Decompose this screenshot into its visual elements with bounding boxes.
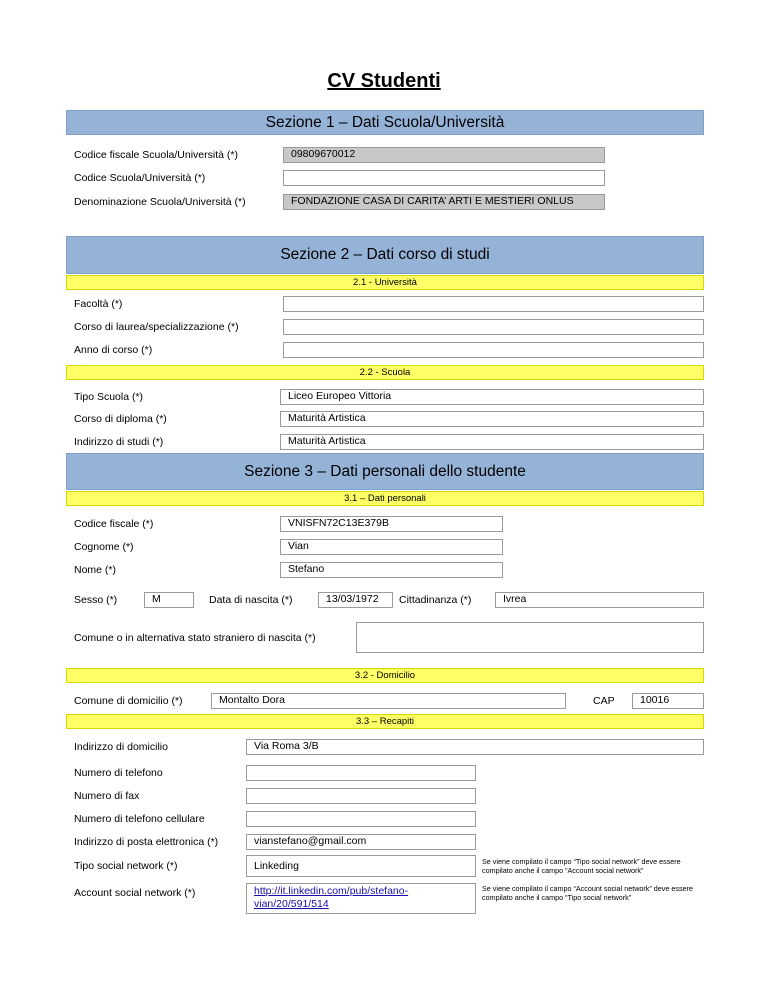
anno-corso-field[interactable] [283,342,704,358]
codice-fiscale-scuola-label: Codice fiscale Scuola/Università (*) [74,149,238,161]
comune-domicilio-field[interactable]: Montalto Dora [211,693,566,709]
data-nascita-field[interactable]: 13/03/1972 [318,592,393,608]
section-1-heading: Sezione 1 – Dati Scuola/Università [66,110,704,135]
cap-field[interactable]: 10016 [632,693,704,709]
indirizzo-domicilio-field[interactable]: Via Roma 3/B [246,739,704,755]
anno-corso-label: Anno di corso (*) [74,344,153,356]
subsection-3-2-heading: 3.2 - Domicilio [66,668,704,683]
nome-field[interactable]: Stefano [280,562,503,578]
cittadinanza-label: Cittadinanza (*) [399,594,472,606]
social-account-note: Se viene compilato il campo “Account social network” deve essere compilato anche il campo “Tipo social network” [482,884,693,902]
codice-fiscale-scuola-field[interactable]: 09809670012 [283,147,605,163]
comune-domicilio-label: Comune di domicilio (*) [74,695,183,707]
telefono-field[interactable] [246,765,476,781]
codice-scuola-field[interactable] [283,170,605,186]
denominazione-label: Denominazione Scuola/Università (*) [74,196,246,208]
indirizzo-studi-label: Indirizzo di studi (*) [74,436,164,448]
section-3-heading: Sezione 3 – Dati personali dello studente [66,453,704,490]
corso-diploma-field[interactable]: Maturità Artistica [280,411,704,427]
corso-diploma-label: Corso di diploma (*) [74,413,167,425]
codice-scuola-label: Codice Scuola/Università (*) [74,172,206,184]
subsection-3-3-heading: 3.3 – Recapiti [66,714,704,729]
fax-label: Numero di fax [74,790,140,802]
sesso-label: Sesso (*) [74,594,118,606]
tipo-scuola-field[interactable]: Liceo Europeo Vittoria [280,389,704,405]
social-account-field[interactable]: http://it.linkedin.com/pub/stefano-vian/20/591/514 [246,883,476,914]
subsection-2-2-heading: 2.2 - Scuola [66,365,704,380]
social-account-label: Account social network (*) [74,887,196,899]
social-tipo-note: Se viene compilato il campo “Tipo social network” deve essere compilato anche il campo “Account social network” [482,857,681,875]
telefono-label: Numero di telefono [74,767,163,779]
cittadinanza-field[interactable]: Ivrea [495,592,704,608]
denominazione-field[interactable]: FONDAZIONE CASA DI CARITA’ ARTI E MESTIERI ONLUS [283,194,605,210]
codice-fiscale-label: Codice fiscale (*) [74,518,154,530]
cellulare-label: Numero di telefono cellulare [74,813,205,825]
subsection-3-1-heading: 3.1 – Dati personali [66,491,704,506]
comune-nascita-field[interactable] [356,622,704,653]
social-tipo-field[interactable]: Linkeding [246,855,476,877]
sesso-field[interactable]: M [144,592,194,608]
indirizzo-domicilio-label: Indirizzo di domicilio [74,741,168,753]
page-title: CV Studenti [327,70,441,92]
email-label: Indirizzo di posta elettronica (*) [74,836,219,848]
corso-laurea-label: Corso di laurea/specializzazione (*) [74,321,239,333]
subsection-2-1-heading: 2.1 - Università [66,275,704,290]
social-tipo-label: Tipo social network (*) [74,860,178,872]
codice-fiscale-field[interactable]: VNISFN72C13E379B [280,516,503,532]
tipo-scuola-label: Tipo Scuola (*) [74,391,144,403]
cognome-label: Cognome (*) [74,541,134,553]
email-field[interactable]: vianstefano@gmail.com [246,834,476,850]
nome-label: Nome (*) [74,564,117,576]
facolta-label: Facoltà (*) [74,298,123,310]
corso-laurea-field[interactable] [283,319,704,335]
facolta-field[interactable] [283,296,704,312]
section-2-heading: Sezione 2 – Dati corso di studi [66,236,704,274]
indirizzo-studi-field[interactable]: Maturità Artistica [280,434,704,450]
cognome-field[interactable]: Vian [280,539,503,555]
cellulare-field[interactable] [246,811,476,827]
fax-field[interactable] [246,788,476,804]
comune-nascita-label: Comune o in alternativa stato straniero di nascita (*) [74,632,316,644]
data-nascita-label: Data di nascita (*) [209,594,293,606]
cap-label: CAP [593,695,615,707]
